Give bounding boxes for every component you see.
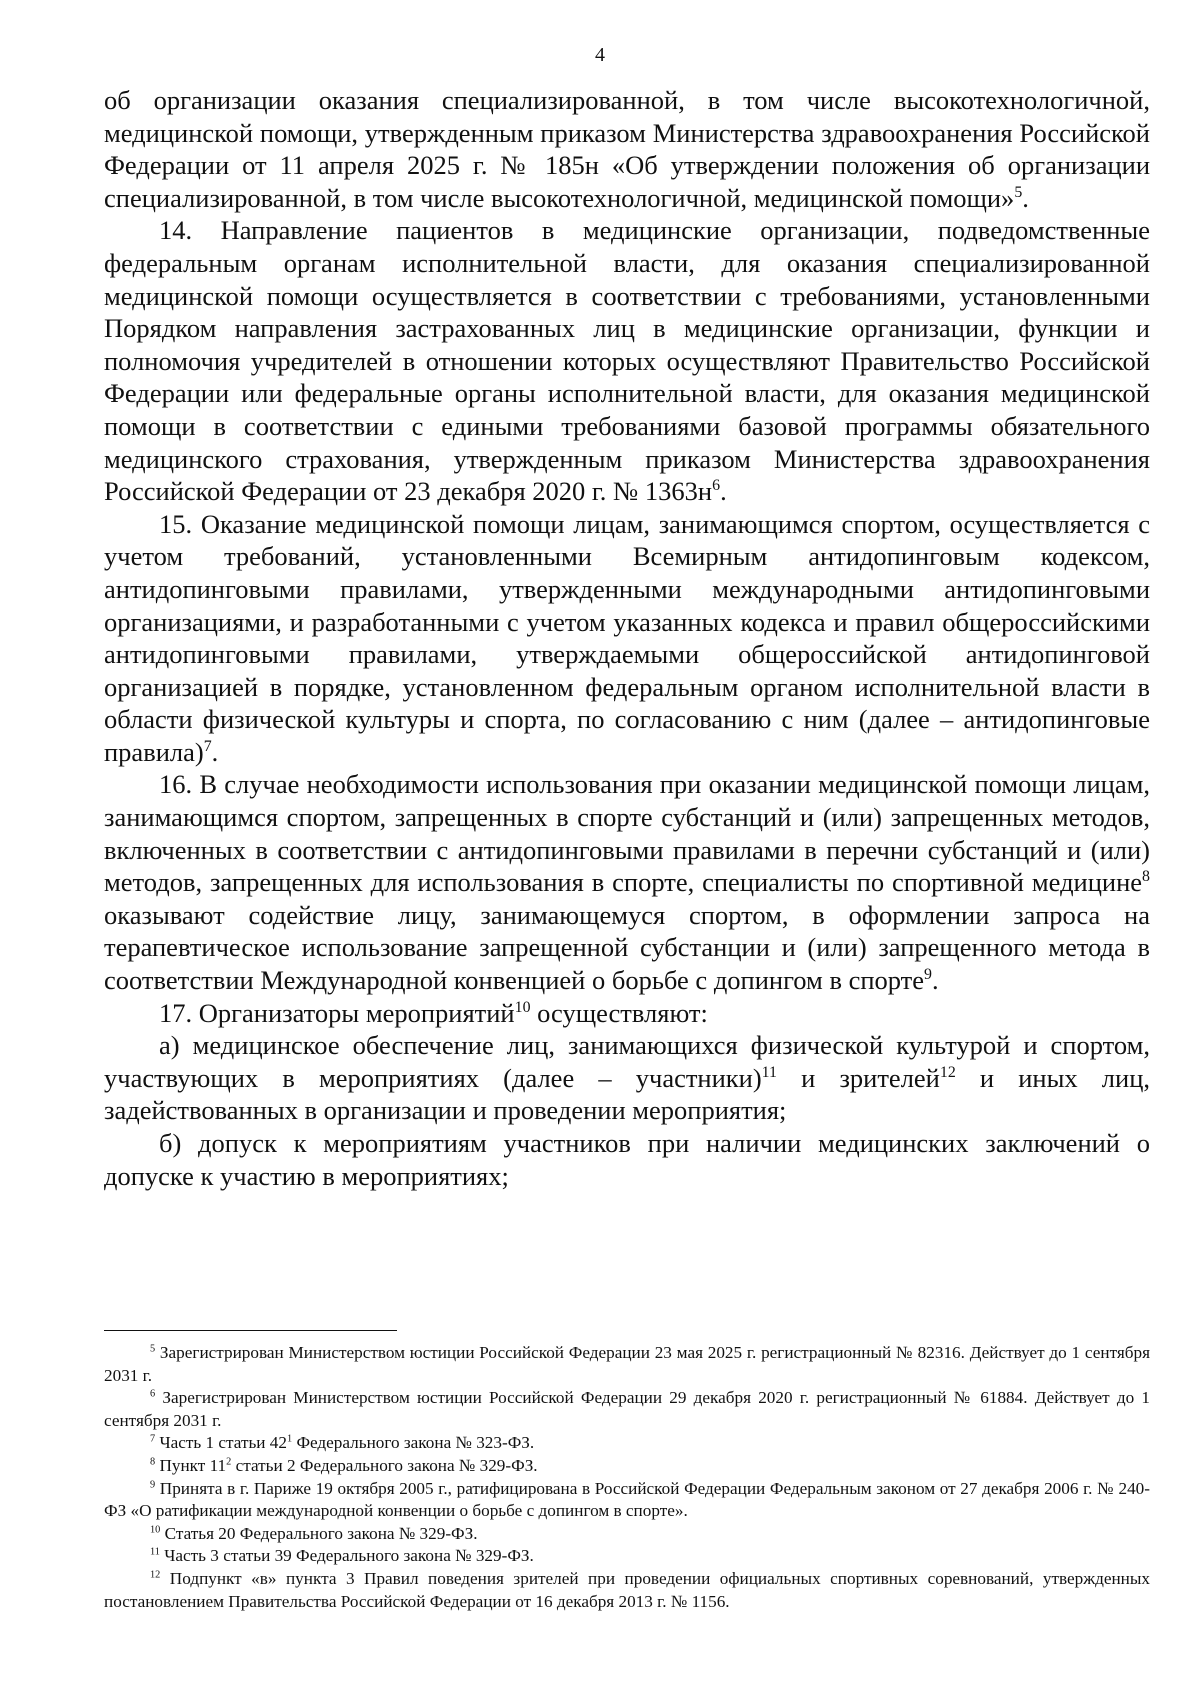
footnote-separator — [104, 1330, 397, 1331]
text-run: Федерального закона № 323-ФЗ. — [292, 1433, 535, 1453]
text-run: и зрителей — [776, 1062, 940, 1093]
text-run: Подпункт «в» пункта 3 Правил поведения зрителей при проведении официальных спортивных соревнований, утвержденных постановлением Правительства Российской Федерации от 16 декабря 2013 г. № 1156. — [104, 1568, 1150, 1611]
text-run: 14. Направление пациентов в медицинские организации, подведомственные федеральным органам исполнительной власти, для оказания специализированной медицинской помощи осуществляется в соответствии с требованиями, установленными Порядком направления застрахованных лиц в медицинские организации, функции и полномочия учредителей в отношении которых осуществляют Правительство Российской Федерации или федеральные органы исполнительной власти, для оказания медицинской помощи в соответствии с едиными требованиями базовой программы обязательного медицинского страхования, утвержденным приказом Министерства здравоохранения Российской Федерации от 23 декабря 2020 г. № 1363н — [104, 215, 1150, 507]
text-run: Зарегистрирован Министерством юстиции Российской Федерации 29 декабря 2020 г. регистрационный № 61884. Действует до 1 сентября 2031 г. — [104, 1388, 1150, 1430]
footnote-reference: 7 — [203, 738, 212, 756]
footnote-reference: 2 — [226, 1456, 232, 1468]
paragraph — [104, 997, 1150, 1030]
text-run: . — [720, 476, 727, 507]
text-run: Зарегистрирован Министерством юстиции Российской Федерации 23 мая 2025 г. регистрационный № 82316. Действует до 1 сентября 2031 г. — [104, 1343, 1150, 1385]
text-run: 15. Оказание медицинской помощи лицам, занимающимся спортом, осуществляется с учетом требований, установленными Всемирным антидопинговым кодексом, антидопинговыми правилами, утвержденными международными антидопинговыми организациями, и разработанными с учетом указанных кодекса и правил общероссийскими антидопинговыми правилами, утверждаемыми общероссийской антидопинговой организацией в порядке, установленном федеральным органом исполнительной власти в области физической культуры и спорта, по согласованию с ним (далее – антидопинговые правила) — [104, 508, 1150, 767]
footnote — [104, 1455, 1150, 1478]
footnote — [104, 1545, 1150, 1568]
text-run: осуществляют: — [530, 997, 708, 1028]
footnote-reference: 1 — [286, 1433, 293, 1445]
paragraph — [104, 508, 1150, 769]
footnote-reference: 9 — [924, 966, 932, 984]
footnote-reference: 5 — [150, 1343, 156, 1355]
body-text — [104, 84, 1150, 1192]
paragraph — [104, 1127, 1150, 1192]
page-number: 4 — [595, 44, 605, 66]
text-run: 16. В случае необходимости использования при оказании медицинской помощи лицам, занимающимся спортом, запрещенных в спорте субстанций и (или) запрещенных методов, включенных в соответствии с антидопинговыми правилами в перечни субстанций и (или) методов, запрещенных для использования в спорте, специалисты по спортивной медицине — [104, 769, 1150, 898]
footnote-reference: 11 — [150, 1546, 160, 1558]
text-run: Статья 20 Федерального закона № 329-ФЗ. — [160, 1523, 478, 1543]
paragraph — [104, 1029, 1150, 1127]
footnote — [104, 1342, 1150, 1387]
footnote — [104, 1387, 1150, 1432]
footnotes — [104, 1342, 1150, 1613]
text-run: Пункт 11 — [155, 1455, 227, 1475]
footnote-reference: 6 — [712, 477, 721, 495]
text-run: оказывают содействие лицу, занимающемуся спортом, в оформлении запроса на терапевтическое использование запрещенной субстанции и (или) запрещенного метода в соответствии Международной конвенцией о борьбе с допингом в спорте — [104, 899, 1150, 996]
footnote-reference: 5 — [1014, 183, 1023, 201]
footnote-reference: 11 — [761, 1063, 777, 1081]
text-run: об организации оказания специализированной, в том числе высокотехнологичной, медицинской помощи, утвержденным приказом Министерства здравоохранения Российской Федерации от 11 апреля 2025 г. № 185н «Об утверждении положения об организации специализированной, в том числе высокотехнологичной, медицинской помощи» — [104, 85, 1150, 213]
text-run: Часть 1 статьи 42 — [155, 1433, 287, 1453]
text-run: Часть 3 статьи 39 Федерального закона № 329-ФЗ. — [159, 1546, 534, 1566]
text-run: . — [211, 736, 219, 767]
footnote — [104, 1568, 1150, 1613]
footnote-reference: 12 — [150, 1569, 161, 1581]
footnote-reference: 10 — [150, 1524, 161, 1536]
footnote-reference: 8 — [150, 1456, 156, 1468]
text-run: . — [931, 965, 939, 996]
footnote — [104, 1478, 1150, 1523]
text-run: б) допуск к мероприятиям участников при наличии медицинских заключений о допуске к участию в мероприятиях; — [104, 1128, 1150, 1191]
text-run: Принята в г. Париже 19 октября 2005 г., ратифицирована в Российской Федерации Федеральным законом от 27 декабря 2006 г. № 240-ФЗ «О ратификации международной конвенции о борьбе с допингом в спорте». — [104, 1478, 1150, 1521]
footnote-reference: 8 — [1142, 868, 1150, 886]
text-run: 17. Организаторы мероприятий — [159, 997, 515, 1028]
footnote-reference: 7 — [150, 1433, 156, 1445]
footnote-reference: 9 — [150, 1478, 156, 1490]
text-run: а) медицинское обеспечение лиц, занимающихся физической культурой и спортом, участвующих в мероприятиях (далее – участники) — [104, 1030, 1150, 1093]
footnote-reference: 10 — [514, 998, 531, 1016]
text-run: статьи 2 Федерального закона № 329-ФЗ. — [231, 1455, 538, 1475]
footnote-reference: 12 — [939, 1063, 956, 1081]
text-run: и иных лиц, задействованных в организации и проведении мероприятия; — [104, 1062, 1151, 1126]
text-run: . — [1022, 182, 1029, 213]
paragraph — [104, 214, 1150, 507]
footnote — [104, 1432, 1150, 1455]
footnote — [104, 1523, 1150, 1546]
footnote-reference: 6 — [150, 1388, 156, 1400]
paragraph — [104, 768, 1150, 996]
paragraph — [104, 84, 1150, 214]
